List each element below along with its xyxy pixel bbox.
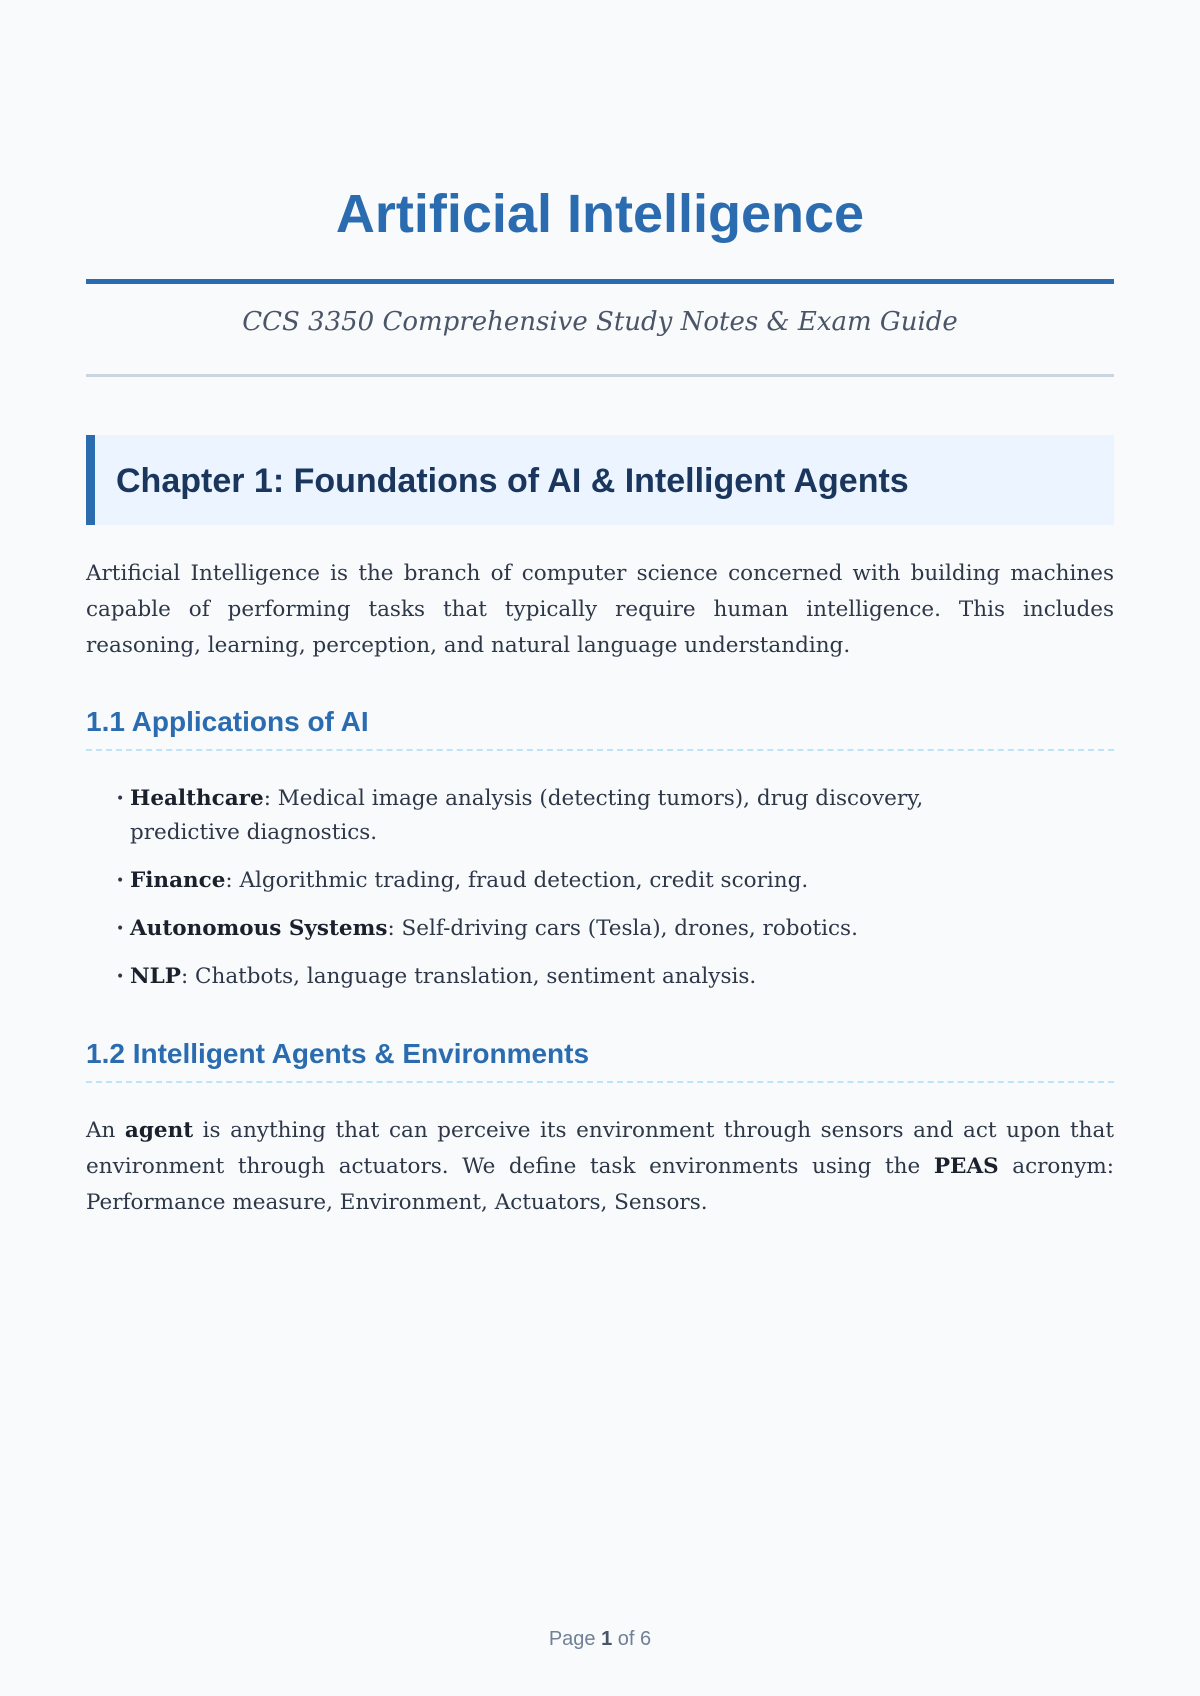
paragraph-text: An: [86, 1118, 125, 1143]
list-item-finance: [86, 864, 1114, 898]
section-divider-agents: [86, 1081, 1114, 1083]
bullet-icon: •: [116, 921, 125, 937]
chapter-intro-paragraph: Artificial Intelligence is the branch of computer science concerned with building machines capable of performing tasks that typically require human intelligence. This includes reasoning, learning, perception, and natural language understanding.: [86, 561, 1114, 658]
bullet-icon: •: [116, 791, 125, 807]
paragraph-text: is anything that can perceive its environment through sensors and act upon that environment through actuators. We define task environments using the: [86, 1118, 1114, 1179]
document-subtitle: CCS 3350 Comprehensive Study Notes & Exam Guide: [242, 307, 958, 337]
document-page: [86, 0, 1114, 1696]
list-item-text: : Self-driving cars (Tesla), drones, robotics.: [387, 916, 858, 941]
agents-paragraph: [86, 1113, 1114, 1221]
list-item-autonomous-systems: [86, 912, 1114, 946]
list-item-nlp: [86, 960, 1114, 994]
list-item-text: : Algorithmic trading, fraud detection, credit scoring.: [225, 868, 809, 893]
paragraph-text: acronym: Performance measure, Environment, Actuators, Sensors.: [86, 1154, 1114, 1215]
term-peas: PEAS: [933, 1154, 999, 1179]
section-title-applications: 1.1 Applications of AI: [86, 706, 369, 737]
section-title-agents: 1.2 Intelligent Agents & Environments: [86, 1038, 590, 1069]
subtitle-divider: [86, 374, 1114, 377]
bullet-icon: •: [116, 873, 125, 889]
list-item-text: : Chatbots, language translation, sentiment analysis.: [180, 964, 757, 989]
chapter-title: Chapter 1: Foundations of AI & Intelligent Agents: [116, 462, 909, 500]
list-item-text: : Medical image analysis (detecting tumors), drug discovery, predictive diagnostics.: [130, 786, 924, 845]
page-number-footer: [86, 1624, 1114, 1654]
applications-list: [86, 782, 1114, 1008]
document-title: Artificial Intelligence: [335, 184, 865, 244]
chapter-heading-box: [86, 435, 1114, 525]
list-item-term: Healthcare: [130, 786, 264, 811]
bullet-icon: •: [116, 969, 125, 985]
list-item-term: Finance: [130, 868, 226, 893]
current-page-number: 1: [601, 1628, 613, 1650]
total-page-count: 6: [640, 1628, 652, 1650]
term-agent: agent: [124, 1118, 194, 1143]
footer-middle: of: [612, 1628, 641, 1650]
footer-prefix: Page: [548, 1628, 602, 1650]
list-item-term: NLP: [130, 964, 181, 989]
list-item-term: Autonomous Systems: [130, 916, 388, 941]
list-item-healthcare: [86, 782, 1114, 850]
title-divider: [86, 279, 1114, 284]
section-divider-applications: [86, 749, 1114, 751]
